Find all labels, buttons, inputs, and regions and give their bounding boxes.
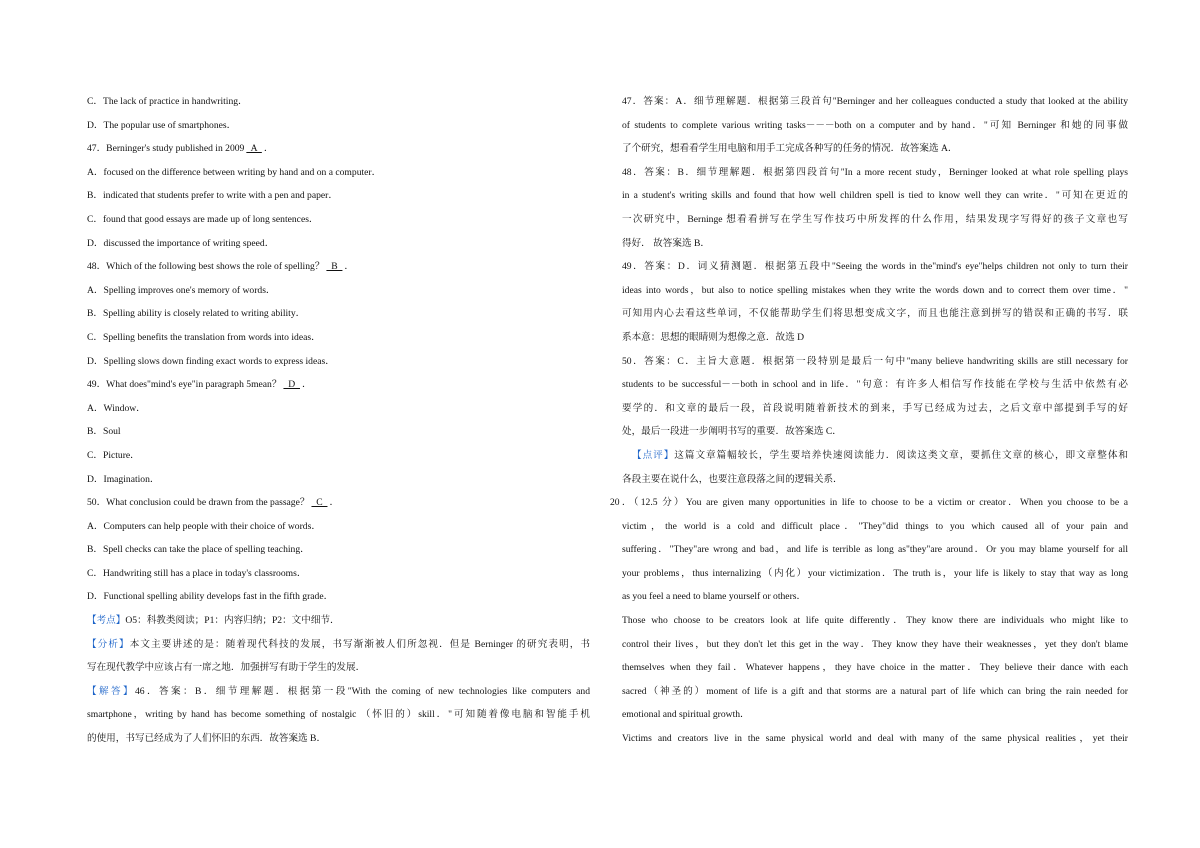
text-line: 各段主要在说什么，也要注意段落之间的逻辑关系． <box>622 473 843 485</box>
text-line: students to be successful－－both in school and in life．"句意：有许多人相信写作技能在学校与生活中依然有必 <box>622 379 1128 391</box>
text-line: B．indicated that students prefer to write with a pen and paper． <box>87 190 338 202</box>
text-line: D．The popular use of smartphones． <box>87 119 237 131</box>
answer-blank: D <box>283 379 300 391</box>
question-line <box>87 137 590 161</box>
text-line: of students to complete various writing tasks－－－both on a computer and by hand．"可知 Berninger 和她的同事做 <box>622 119 1128 131</box>
text-line: B．Spell checks can take the place of spelling teaching． <box>87 544 310 556</box>
question-text: 49．What does"mind's eye"in paragraph 5mean？ <box>87 379 282 391</box>
text-line: Those who choose to be creators look at life quite differently．They know there are individuals who might like to <box>622 615 1128 627</box>
text-line: emotional and spiritual growth． <box>622 709 750 721</box>
tagged-line <box>622 444 1128 468</box>
text-line: 可知用内心去看这些单词，不仅能帮助学生们将思想变成文字，而且也能注意到拼写的错误和正确的书写．联 <box>622 308 1128 320</box>
section-tag: 【考点】 <box>87 615 126 627</box>
text-line: in a student's writing skills and found that how well children spell is tied to know well they can write．"可知在更近的 <box>622 190 1128 202</box>
text-line: 处，最后一段进一步阐明书写的重要．故答案选 C． <box>622 426 842 438</box>
question-text: 48．Which of the following best shows the role of spelling？ <box>87 261 325 273</box>
question-text: 47．Berninger's study published in 2009 <box>87 143 245 155</box>
text-line: D．Imagination． <box>87 473 160 485</box>
text-line: suffering．"They"are wrong and bad，and life is terrible as long as"they"are around．Or you may blame yourself for all <box>622 544 1128 556</box>
question-end: ． <box>329 497 340 509</box>
question-end: ． <box>344 261 355 273</box>
answer-blank: B <box>326 261 343 273</box>
right-column <box>610 90 1128 751</box>
section-tag: 【解答】 <box>87 685 135 697</box>
line-text: O5：科教类阅读；P1：内容归纳；P2：文中细节． <box>125 615 340 627</box>
text-line: C．The lack of practice in handwriting． <box>87 96 248 107</box>
text-line: A．focused on the difference between writing by hand and on a computer． <box>87 166 382 178</box>
text-line: A．Spelling improves one's memory of words． <box>87 284 276 296</box>
text-line: 的使用，书写已经成为了人们怀旧的东西．故答案选 B． <box>87 733 327 745</box>
text-line: C．found that good essays are made up of long sentences． <box>87 213 319 225</box>
text-line: themselves when they fail．Whatever happens，they have choice in the matter．They believe their dance with each <box>622 662 1128 674</box>
answer-blank: A <box>246 143 262 155</box>
text-line: C．Handwriting still has a place in today's classrooms． <box>87 567 307 579</box>
text-line: B．Spelling ability is closely related to writing ability． <box>87 308 306 320</box>
line-text: 这篇文章篇幅较长，学生要培养快速阅读能力．阅读这类文章，要抓住文章的核心，即文章整体和 <box>674 449 1128 461</box>
question-line <box>87 255 590 279</box>
answer-blank: C <box>311 497 328 509</box>
text-line: Victims and creators live in the same physical world and deal with many of the same physical realities，yet their <box>622 733 1128 745</box>
text-line: as you feel a need to blame yourself or others． <box>622 591 807 603</box>
question-line <box>87 373 590 397</box>
text-line: 20．（12.5 分）You are given many opportunities in life to choose to be a victim or creator．When you choose to be a <box>610 497 1128 509</box>
tagged-line <box>87 633 590 657</box>
text-line: sacred（神圣的）moment of life is a gift and that storms are a natural part of life which can bring the rain needed for <box>622 685 1128 697</box>
text-line: 要学的．和文章的最后一段，首段说明随着新技术的到来，手写已经成为过去，之后文章中部提到手写的好 <box>622 402 1128 414</box>
text-line: A．Window． <box>87 402 146 414</box>
text-line: 49．答案：D．词义猜测题．根据第五段中"Seeing the words in the"mind's eye"helps children not only to turn their <box>622 261 1128 273</box>
line-text: 46．答案：B．细节理解题．根据第一段"With the coming of new technologies like computers and <box>134 685 590 697</box>
question-end: ． <box>301 379 312 391</box>
text-line: 得好． 故答案选 B． <box>622 237 710 249</box>
text-line: 了个研究，想看看学生用电脑和用手工完成各种写的任务的情况．故答案选 A． <box>622 143 958 155</box>
section-tag: 【分析】 <box>87 638 130 650</box>
text-line: ideas into words，but also to notice spelling mistakes when they write the words down and to correct them over time．" <box>622 284 1128 296</box>
text-line: D．discussed the importance of writing speed． <box>87 237 275 249</box>
text-line: D．Spelling slows down finding exact words to express ideas． <box>87 355 335 367</box>
tagged-line <box>87 680 590 704</box>
text-line: D．Functional spelling ability develops fast in the fifth grade． <box>87 591 334 603</box>
question-line <box>87 491 590 515</box>
text-line: smartphone，writing by hand has become something of nostalgic （怀旧的）skill．"可知随着像电脑和智能手机 <box>87 709 590 721</box>
question-text: 50．What conclusion could be drawn from the passage？ <box>87 497 310 509</box>
text-line: 写在现代教学中应该占有一席之地．加强拼写有助于学生的发展． <box>87 662 366 674</box>
text-line: your problems，thus internalizing（内化）your victimization．The truth is，your life is likely to stay that way as long <box>622 567 1128 579</box>
text-line: C．Spelling benefits the translation from words into ideas． <box>87 331 321 343</box>
text-line: 47．答案：A．细节理解题．根据第三段首句"Berninger and her colleagues conducted a study that looked at the ability <box>622 96 1128 107</box>
text-line: 一次研究中，Berninge 想看看拼写在学生写作技巧中所发挥的什么作用，结果发现字写得好的孩子文章也写 <box>622 213 1128 225</box>
text-line: victim，the world is a cold and difficult place．"They"did things to you which caused all of your pain and <box>622 520 1128 532</box>
section-tag: 【点评】 <box>632 449 675 461</box>
text-line: 48．答案：B．细节理解题．根据第四段首句"In a more recent study，Berninger looked at what role spelling plays <box>622 166 1128 178</box>
line-text: 本文主要讲述的是：随着现代科技的发展，书写渐渐被人们所忽视．但是 Berninger 的研究表明，书 <box>129 638 590 650</box>
text-line: 50．答案：C．主旨大意题．根据第一段特别是最后一句中"many believe handwriting skills are still necessary for <box>622 355 1128 367</box>
tagged-line <box>87 609 590 633</box>
question-end: ． <box>263 143 274 155</box>
text-line: C．Picture． <box>87 449 140 461</box>
text-line: 系本意：思想的眼睛则为想像之意．故选 D <box>622 331 805 343</box>
text-line: control their lives，but they don't let this get in the way．They know they have their weaknesses，yet they don't blame <box>622 638 1128 650</box>
left-column <box>87 90 590 751</box>
text-line: B．Soul <box>87 426 121 438</box>
text-line: A．Computers can help people with their choice of words． <box>87 520 321 532</box>
